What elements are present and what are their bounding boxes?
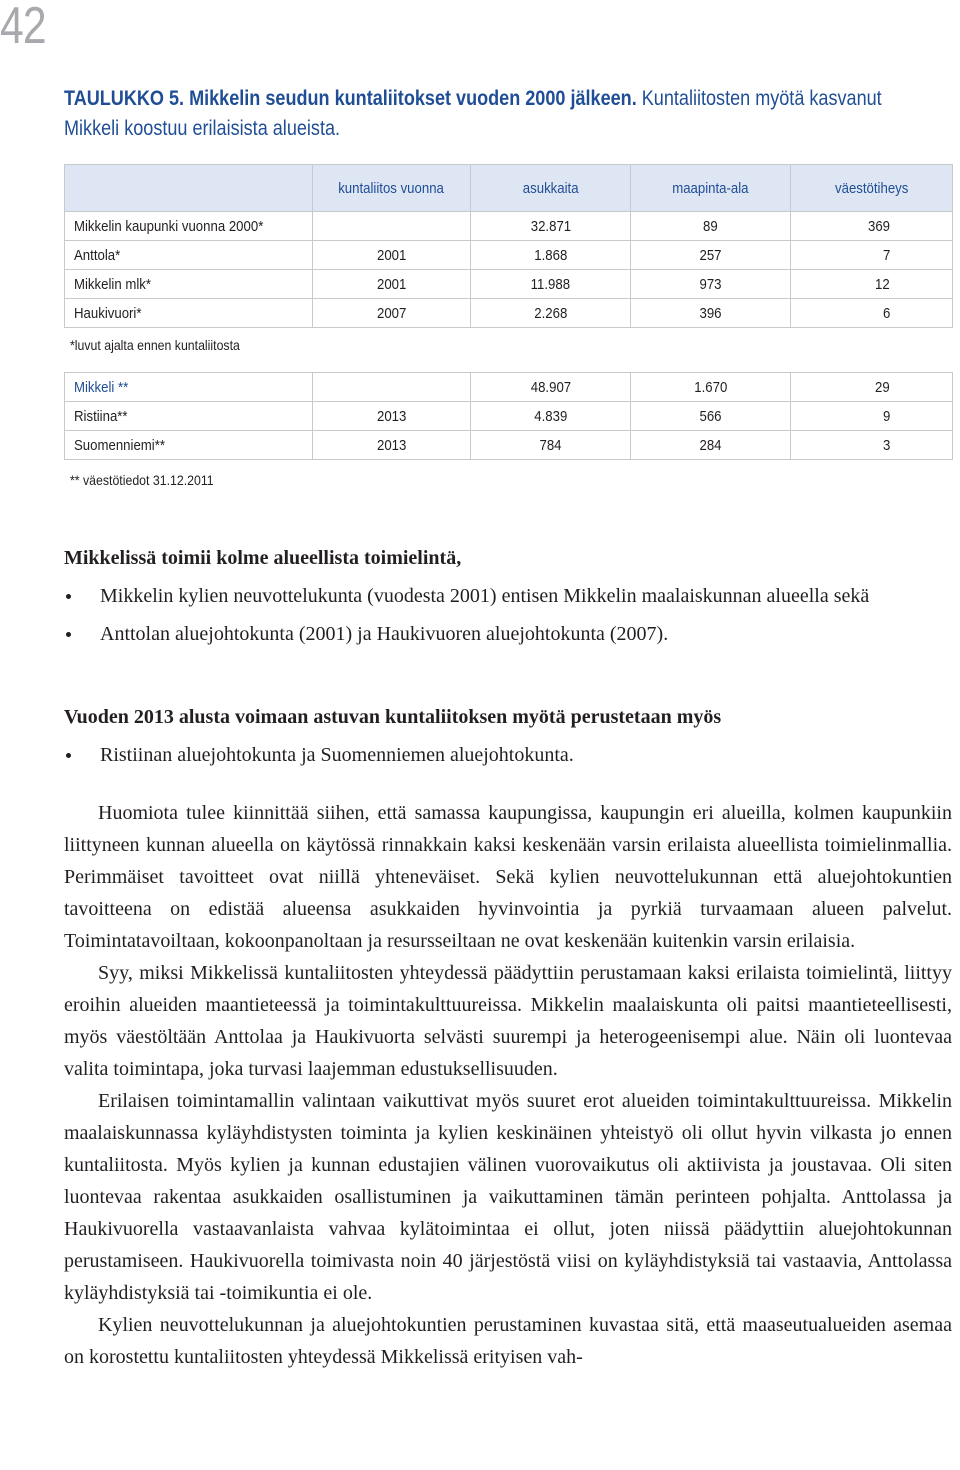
body-section-1: [64, 542, 952, 650]
header-land-area: maapinta-ala: [631, 165, 791, 212]
caption-text-1: Kuntaliitosten myötä kasvanut: [641, 87, 882, 110]
caption-text-2: Mikkeli koostuu erilaisista alueista.: [64, 117, 341, 140]
cell-name: Anttola*: [65, 241, 313, 270]
cell-population: 1.868: [471, 241, 631, 270]
header-density: väestötiheys: [791, 165, 953, 212]
cell-density: 6: [791, 299, 953, 328]
paragraph: Syy, miksi Mikkelissä kuntaliitosten yhteydessä päädyttiin perustamaan kaksi erilaista toimielintä, liittyy eroihin alueiden maantieteessä ja toimintakulttuureissa. Mikkelin maalaiskunta oli paitsi maantieteellisesti, myös väestöltään Anttolaa ja Haukivuorta selvästi suurempi ja heterogeenisempi alue. Näin oli luontevaa valita toimintapa, joka turvasi laajemman edustuksellisuuden.: [64, 962, 952, 1080]
list-item: Ristiinan aluejohtokunta ja Suomenniemen aluejohtokunta.: [64, 739, 952, 771]
cell-year: [313, 212, 471, 241]
paragraph: Erilaisen toimintamallin valintaan vaikuttivat myös suuret erot alueiden toimintakulttuureissa. Mikkelin maalaiskunnassa kyläyhdistysten toiminta ja kylien keskinäinen yhteistyö oli ollut hyvin vilkasta jo ennen kuntaliitosta. Myös kylien ja kunnan edustajien välinen vuorovaikutus oli aktiivista ja joustavaa. Oli siten luontevaa rakentaa asukkaiden osallistuminen ja vaikuttaminen tämän perinteen pohjalta. Anttolassa ja Haukivuorella vastaavanlaista vahvaa kylätoimintaa ei ollut, joten niissä päädyttiin aluejohtokunnan perustamiseen. Haukivuorella toimivasta noin 40 järjestöstä viisi on kyläyhdistyksiä tai vastaavia, Anttolassa kyläyhdistyksiä tai -toimikuntia ei ole.: [64, 1090, 952, 1304]
cell-name: Ristiina**: [65, 402, 313, 431]
cell-density: 9: [791, 402, 953, 431]
table-header-row: [65, 165, 953, 212]
bullet-list-1: [64, 580, 952, 650]
body-section-2: [64, 701, 952, 771]
cell-density: 369: [791, 212, 953, 241]
cell-area: 973: [631, 270, 791, 299]
cell-name: Suomenniemi**: [65, 431, 313, 460]
municipality-table-1: [64, 164, 953, 328]
header-merger-year: kuntaliitos vuonna: [313, 165, 471, 212]
cell-population: 2.268: [471, 299, 631, 328]
bullet-list-2: [64, 739, 952, 771]
cell-density: 7: [791, 241, 953, 270]
cell-area: 89: [631, 212, 791, 241]
cell-population: 32.871: [471, 212, 631, 241]
body-paragraphs: [64, 797, 952, 1467]
header-population: asukkaita: [471, 165, 631, 212]
cell-name: Mikkelin kaupunki vuonna 2000*: [65, 212, 313, 241]
cell-area: 396: [631, 299, 791, 328]
table-row: [65, 212, 953, 241]
caption-title: TAULUKKO 5. Mikkelin seudun kuntaliitokset vuoden 2000 jälkeen.: [64, 87, 637, 110]
paragraph: Kylien neuvottelukunnan ja aluejohtokuntien perustaminen kuvastaa sitä, että maaseutualueiden asemaa on korostettu kuntaliitosten yhteydessä Mikkelissä erityisen vah-: [64, 1314, 952, 1368]
table-row: [65, 241, 953, 270]
cell-population: 784: [471, 431, 631, 460]
cell-year: [313, 373, 471, 402]
cell-year: 2001: [313, 270, 471, 299]
cell-population: 48.907: [471, 373, 631, 402]
list-item: Mikkelin kylien neuvottelukunta (vuodesta 2001) entisen Mikkelin maalaiskunnan alueella sekä: [64, 580, 952, 612]
cell-year: 2013: [313, 431, 471, 460]
cell-name: Mikkeli **: [65, 373, 313, 402]
cell-population: 11.988: [471, 270, 631, 299]
cell-year: 2007: [313, 299, 471, 328]
table-caption: [64, 84, 958, 144]
cell-area: 257: [631, 241, 791, 270]
cell-name: Mikkelin mlk*: [65, 270, 313, 299]
lead-sentence-2: Vuoden 2013 alusta voimaan astuvan kuntaliitoksen myötä perustetaan myös: [64, 706, 722, 728]
cell-name: Haukivuori*: [65, 299, 313, 328]
table-row: [65, 431, 953, 460]
cell-area: 284: [631, 431, 791, 460]
cell-density: 12: [791, 270, 953, 299]
table-note-1: *luvut ajalta ennen kuntaliitosta: [70, 337, 240, 353]
cell-area: 566: [631, 402, 791, 431]
cell-density: 29: [791, 373, 953, 402]
municipality-table-2: [64, 372, 953, 460]
page-number: 42: [0, 0, 46, 55]
table-note-2: ** väestötiedot 31.12.2011: [70, 472, 214, 488]
cell-area: 1.670: [631, 373, 791, 402]
paragraph: Huomiota tulee kiinnittää siihen, että samassa kaupungissa, kaupungin eri alueilla, kolmen kaupunkiin liittyneen kunnan alueella on käytössä rinnakkain kaksi keskenään varsin erilaista alueellista toimielinmallia. Perimmäiset tavoitteet ovat niillä yhteneväiset. Sekä kylien neuvottelukunnan että aluejohtokuntien tavoitteena on edistää alueensa asukkaiden hyvinvointia ja pyrkiä turvaamaan alueen palvelut. Toimintatavoiltaan, kokoonpanoltaan ja resursseiltaan ne ovat keskenään kuitenkin varsin erilaisia.: [64, 802, 952, 952]
table-row: [65, 402, 953, 431]
cell-population: 4.839: [471, 402, 631, 431]
cell-year: 2001: [313, 241, 471, 270]
table-row: [65, 270, 953, 299]
table-row: [65, 373, 953, 402]
list-item: Anttolan aluejohtokunta (2001) ja Haukivuoren aluejohtokunta (2007).: [64, 618, 952, 650]
cell-year: 2013: [313, 402, 471, 431]
header-blank-cell: [65, 165, 313, 212]
cell-density: 3: [791, 431, 953, 460]
lead-sentence-1: Mikkelissä toimii kolme alueellista toimielintä,: [64, 547, 462, 569]
table-row: [65, 299, 953, 328]
